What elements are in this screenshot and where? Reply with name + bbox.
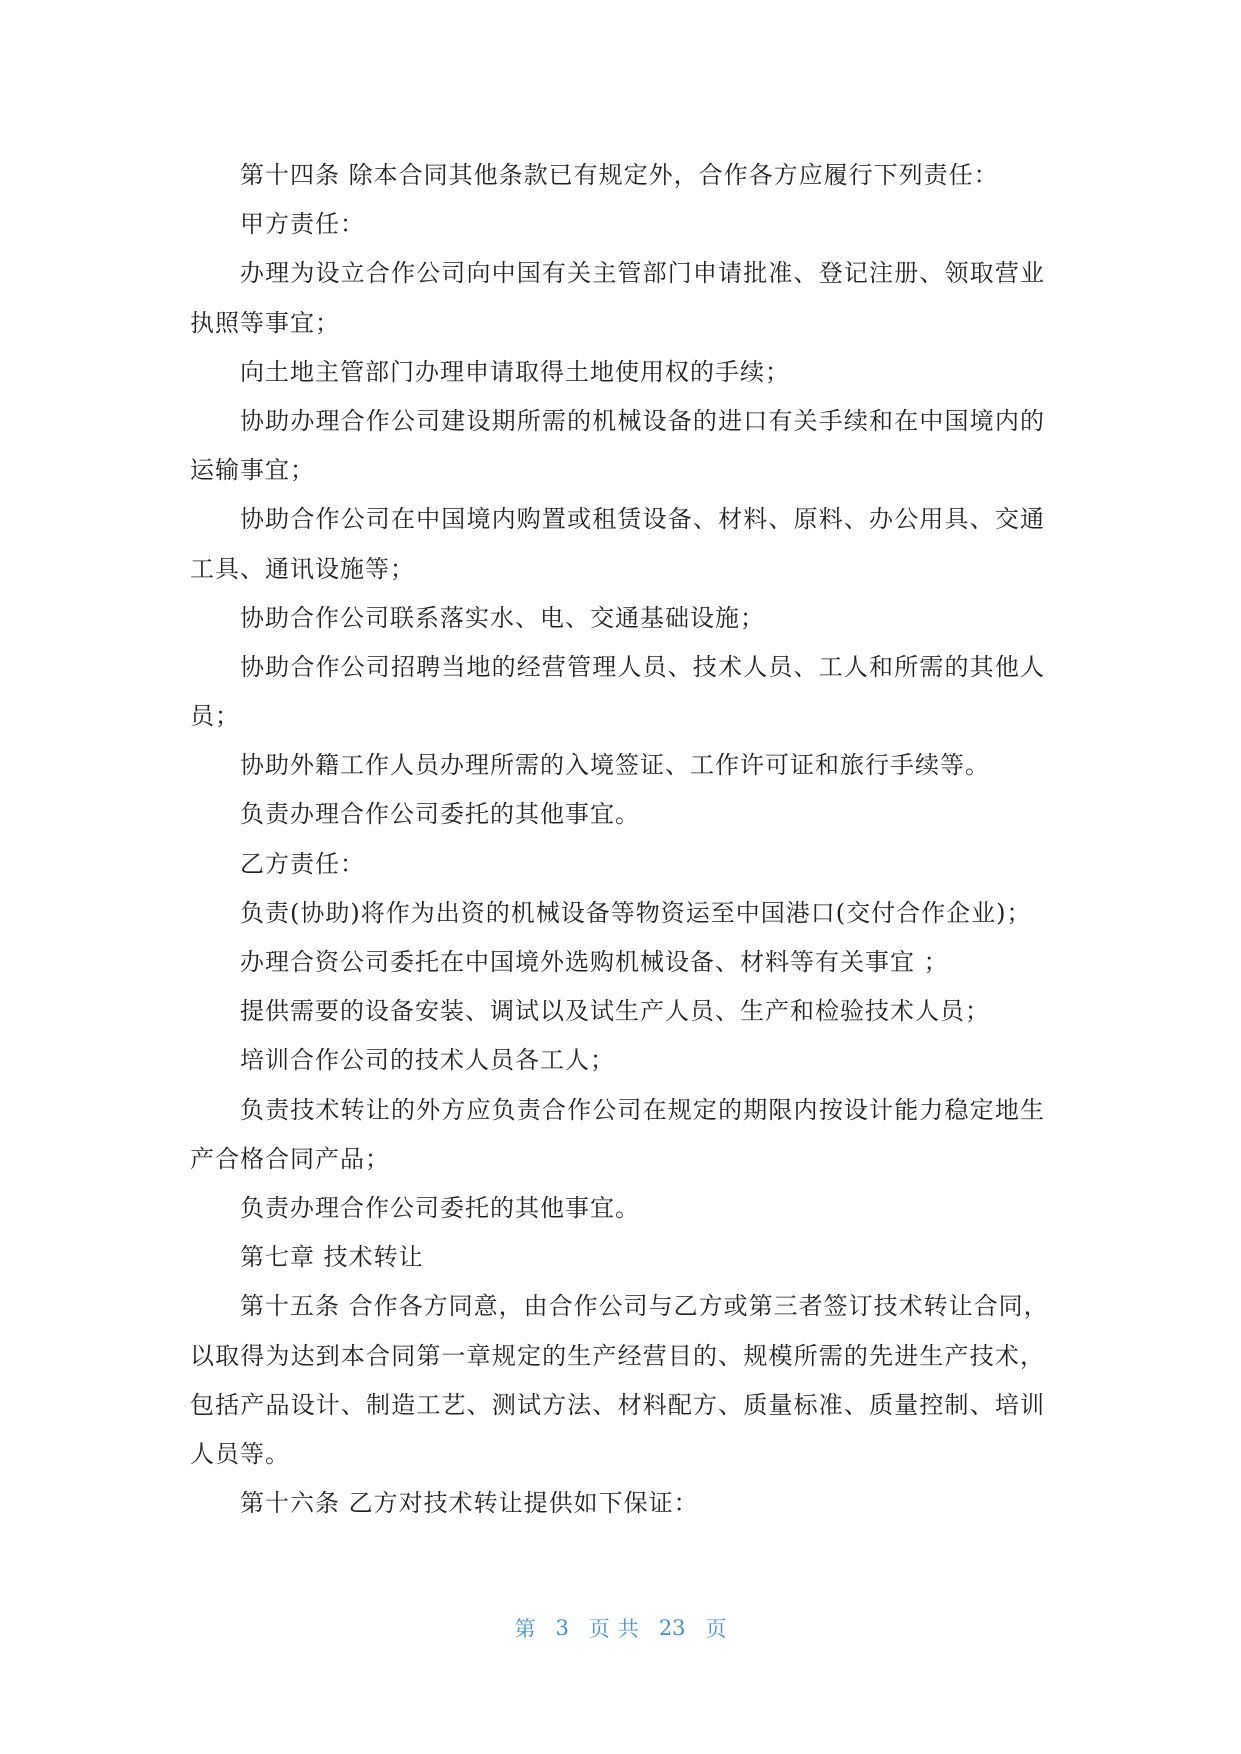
paragraph-line: 协助合作公司招聘当地的经营管理人员、技术人员、工人和所需的其他人 xyxy=(240,652,1045,681)
paragraph-line: 协助办理合作公司建设期所需的机械设备的进口有关手续和在中国境内的 xyxy=(240,406,1045,435)
paragraph-line: 第十六条 乙方对技术转让提供如下保证： xyxy=(240,1489,699,1518)
paragraph-line: 培训合作公司的技术人员各工人； xyxy=(240,1046,615,1075)
document-body xyxy=(190,151,1049,1528)
paragraph-line: 办理合资公司委托在中国境外选购机械设备、材料等有关事宜 ； xyxy=(240,948,949,976)
paragraph-line: 协助外籍工作人员办理所需的入境签证、工作许可证和旅行手续等。 xyxy=(240,751,990,780)
paragraph-line: 提供需要的设备安装、调试以及试生产人员、生产和检验技术人员； xyxy=(240,997,990,1026)
paragraph-line: 执照等事宜； xyxy=(190,308,340,337)
party-b-duty-item xyxy=(190,938,1045,987)
party-b-duties-heading xyxy=(190,840,1045,889)
paragraph-line: 包括产品设计、制造工艺、测试方法、材料配方、质量标准、质量控制、培训 xyxy=(190,1390,1045,1419)
party-b-duty-item xyxy=(190,889,1045,938)
current-page-number: 3 xyxy=(555,1616,569,1640)
paragraph-line: 运输事宜； xyxy=(190,456,315,485)
paragraph-line: 第十四条 除本合同其他条款已有规定外，合作各方应履行下列责任： xyxy=(240,161,999,189)
party-a-duty-item xyxy=(190,790,1045,839)
party-b-duty-item xyxy=(190,987,1045,1036)
page-label-middle: 页共 xyxy=(588,1617,647,1641)
party-a-duty-item xyxy=(190,741,1045,790)
party-a-duty-item xyxy=(190,397,1045,495)
article-14-paragraph xyxy=(190,151,1045,200)
paragraph-line: 甲方责任： xyxy=(240,210,365,239)
party-b-duty-item xyxy=(190,1184,1045,1233)
party-b-duty-item xyxy=(190,1086,1045,1184)
paragraph-line: 负责(协助)将作为出资的机械设备等物资运至中国港口(交付合作企业)； xyxy=(240,898,1032,927)
article-15-paragraph xyxy=(190,1282,1049,1479)
page-label-prefix: 第 xyxy=(514,1617,536,1641)
paragraph-line: 乙方责任： xyxy=(240,849,365,878)
party-a-duty-item xyxy=(190,643,1045,741)
paragraph-line: 第十五条 合作各方同意，由合作公司与乙方或第三者签订技术转让合同， xyxy=(240,1292,1049,1321)
party-a-duty-item xyxy=(190,495,1045,593)
chapter-7-heading xyxy=(190,1233,1045,1282)
party-a-duty-item xyxy=(190,249,1045,347)
paragraph-line: 负责技术转让的外方应负责合作公司在规定的期限内按设计能力稳定地生 xyxy=(240,1095,1045,1124)
party-a-duty-item xyxy=(190,594,1045,643)
paragraph-line: 第七章 技术转让 xyxy=(240,1243,424,1272)
paragraph-line: 负责办理合作公司委托的其他事宜。 xyxy=(240,1193,640,1222)
paragraph-line: 员； xyxy=(190,702,240,731)
page-footer xyxy=(0,1613,1241,1643)
total-pages-number: 23 xyxy=(658,1616,686,1640)
article-16-paragraph xyxy=(190,1479,1045,1528)
paragraph-line: 向土地主管部门办理申请取得土地使用权的手续； xyxy=(240,357,790,386)
party-a-duty-item xyxy=(190,348,1045,397)
party-b-duty-item xyxy=(190,1036,1045,1085)
paragraph-line: 协助合作公司联系落实水、电、交通基础设施； xyxy=(240,603,765,632)
party-a-duties-heading xyxy=(190,200,1045,249)
paragraph-line: 负责办理合作公司委托的其他事宜。 xyxy=(240,800,640,829)
paragraph-line: 办理为设立合作公司向中国有关主管部门申请批准、登记注册、领取营业 xyxy=(240,259,1045,288)
page-label-suffix: 页 xyxy=(705,1617,727,1641)
paragraph-line: 工具、通讯设施等； xyxy=(190,554,415,583)
paragraph-line: 以取得为达到本合同第一章规定的生产经营目的、规模所需的先进生产技术， xyxy=(190,1341,1045,1370)
paragraph-line: 人员等。 xyxy=(190,1439,290,1468)
paragraph-line: 协助合作公司在中国境内购置或租赁设备、材料、原料、办公用具、交通 xyxy=(240,505,1045,534)
paragraph-line: 产合格合同产品； xyxy=(190,1144,390,1173)
